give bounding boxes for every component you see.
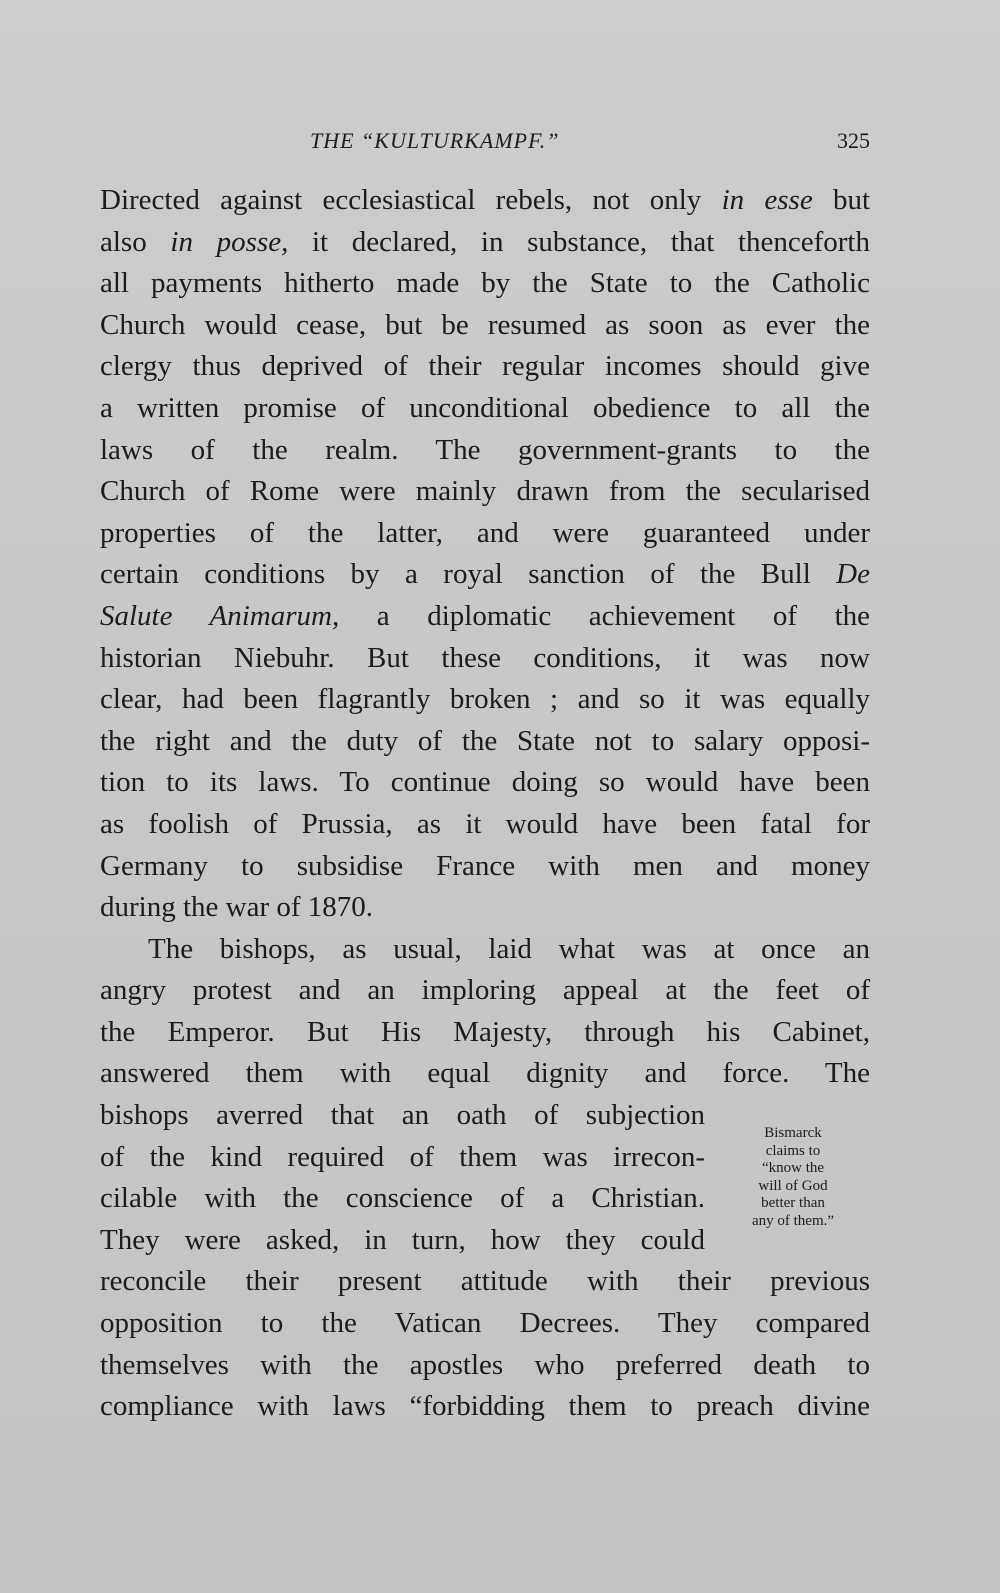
italic-phrase: Salute Animarum, <box>100 599 340 632</box>
margin-note-line: any of them.” <box>751 1212 835 1229</box>
text-line <box>100 596 870 638</box>
text-line: themselves with the apostles who preferred death to <box>100 1348 870 1381</box>
text-span: it declared, in substance, that thenceforth <box>288 225 870 258</box>
text-line <box>100 180 870 222</box>
text-line: historian Niebuhr. But these conditions, it was now <box>100 641 870 674</box>
text-line <box>100 222 870 264</box>
text-line: Church of Rome were mainly drawn from the secularised <box>100 475 870 508</box>
margin-note-line: Bismarck <box>764 1125 822 1141</box>
text-span: Directed against ecclesiastical rebels, not only <box>100 184 722 216</box>
text-line: compliance with laws “forbidding them to preach divine <box>100 1390 870 1423</box>
margin-note <box>718 1125 868 1230</box>
margin-note-line: claims to <box>765 1142 821 1159</box>
body-text <box>100 180 870 1428</box>
italic-phrase: in esse <box>721 184 813 216</box>
text-line: clear, had been flagrantly broken ; and so it was equally <box>100 683 870 716</box>
text-line: They were asked, in turn, how they could <box>100 1223 705 1256</box>
text-line: reconcile their present attitude with their previous <box>100 1265 870 1298</box>
text-line: laws of the realm. The government-grants to the <box>100 433 870 466</box>
margin-note-line: better than <box>761 1195 825 1211</box>
running-head <box>100 128 870 164</box>
margin-note-line: will of God <box>758 1177 828 1194</box>
text-line: opposition to the Vatican Decrees. They compared <box>100 1307 870 1340</box>
text-line: during the war of 1870. <box>100 891 374 924</box>
text-line: all payments hitherto made by the State to the Catholic <box>100 267 870 300</box>
text-span: also <box>100 225 171 258</box>
running-title: THE “KULTURKAMPF.” <box>310 128 560 153</box>
page-number: 325 <box>837 128 870 153</box>
text-line: Germany to subsidise France with men and money <box>100 849 870 882</box>
text-line: the Emperor. But His Majesty, through his Cabinet, <box>100 1015 870 1048</box>
text-line: properties of the latter, and were guaranteed under <box>100 516 870 549</box>
italic-phrase: De <box>836 558 870 591</box>
text-line: the right and the duty of the State not to salary opposi- <box>100 724 870 757</box>
text-line: Church would cease, but be resumed as soon as ever the <box>100 308 870 341</box>
text-line: cilable with the conscience of a Christian. <box>100 1182 705 1215</box>
text-span: certain conditions by a royal sanction of the Bull <box>100 558 837 591</box>
margin-note-line: “know the <box>761 1160 825 1176</box>
text-line: answered them with equal dignity and force. The <box>100 1057 870 1090</box>
italic-phrase: in posse, <box>170 225 289 258</box>
text-span: a diplomatic achievement of the <box>339 599 871 632</box>
text-line: angry protest and an imploring appeal at the feet of <box>100 974 870 1007</box>
text-line: of the kind required of them was irrecon- <box>100 1140 705 1173</box>
text-line: The bishops, as usual, laid what was at once an <box>148 932 870 965</box>
text-line: as foolish of Prussia, as it would have been fatal for <box>100 807 870 840</box>
text-line: a written promise of unconditional obedience to all the <box>100 391 870 424</box>
text-line: clergy thus deprived of their regular incomes should give <box>100 350 870 383</box>
text-span: but <box>812 184 870 216</box>
paragraph-1 <box>100 180 870 929</box>
text-line <box>100 554 870 596</box>
text-line: tion to its laws. To continue doing so would have been <box>100 766 870 799</box>
text-line: bishops averred that an oath of subjection <box>100 1099 705 1132</box>
